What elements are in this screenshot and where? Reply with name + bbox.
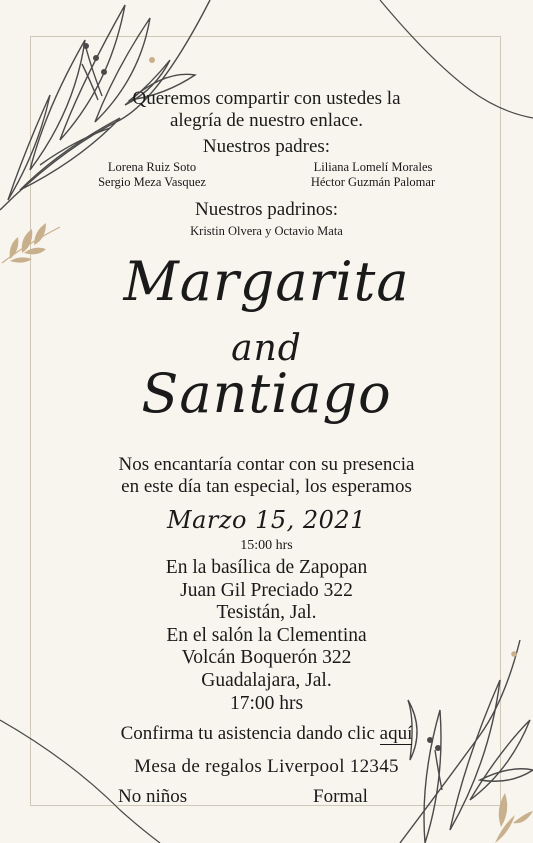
rsvp-line [0, 723, 533, 745]
ceremony-time: 15:00 hrs [240, 538, 293, 553]
and-word: and [231, 328, 302, 369]
reception-time: 17:00 hrs [229, 693, 304, 714]
gift-registry: Mesa de regalos Liverpool 12345 [134, 756, 399, 777]
message-line-2: en este día tan especial, los esperamos [121, 476, 412, 497]
reception-street: Volcán Boquerón 322 [181, 647, 352, 668]
rsvp-link[interactable]: aquí [379, 723, 413, 744]
note-no-children: No niños [118, 786, 188, 807]
event-date: Marzo 15, 2021 [167, 506, 366, 534]
ceremony-place: En la basílica de Zapopan [165, 557, 368, 578]
godparents-names: Kristin Olvera y Octavio Mata [190, 224, 343, 238]
groom-parent-1: Liliana Lomelí Morales [313, 160, 433, 174]
note-dress-code: Formal [313, 786, 368, 807]
parents-heading: Nuestros padres: [202, 136, 331, 157]
intro-line-2: alegría de nuestro enlace. [169, 110, 364, 131]
ceremony-street: Juan Gil Preciado 322 [180, 580, 353, 601]
rsvp-text: Confirma tu asistencia dando clic [120, 723, 375, 744]
reception-place: En el salón la Clementina [166, 625, 367, 646]
gold-leaf-bottom-right-icon [485, 785, 533, 843]
bride-parent-1: Lorena Ruiz Soto [107, 160, 197, 174]
bride-parent-2: Sergio Meza Vasquez [98, 175, 206, 189]
ceremony-city: Tesistán, Jal. [216, 602, 317, 623]
intro-line-1: Queremos compartir con ustedes la [132, 88, 401, 109]
groom-parent-2: Héctor Guzmán Palomar [310, 175, 436, 189]
bride-name: Margarita [123, 250, 410, 313]
message-line-1: Nos encantaría contar con su presencia [118, 454, 415, 475]
groom-name: Santiago [141, 362, 392, 425]
reception-city: Guadalajara, Jal. [201, 670, 332, 691]
godparents-heading: Nuestros padrinos: [194, 199, 338, 220]
